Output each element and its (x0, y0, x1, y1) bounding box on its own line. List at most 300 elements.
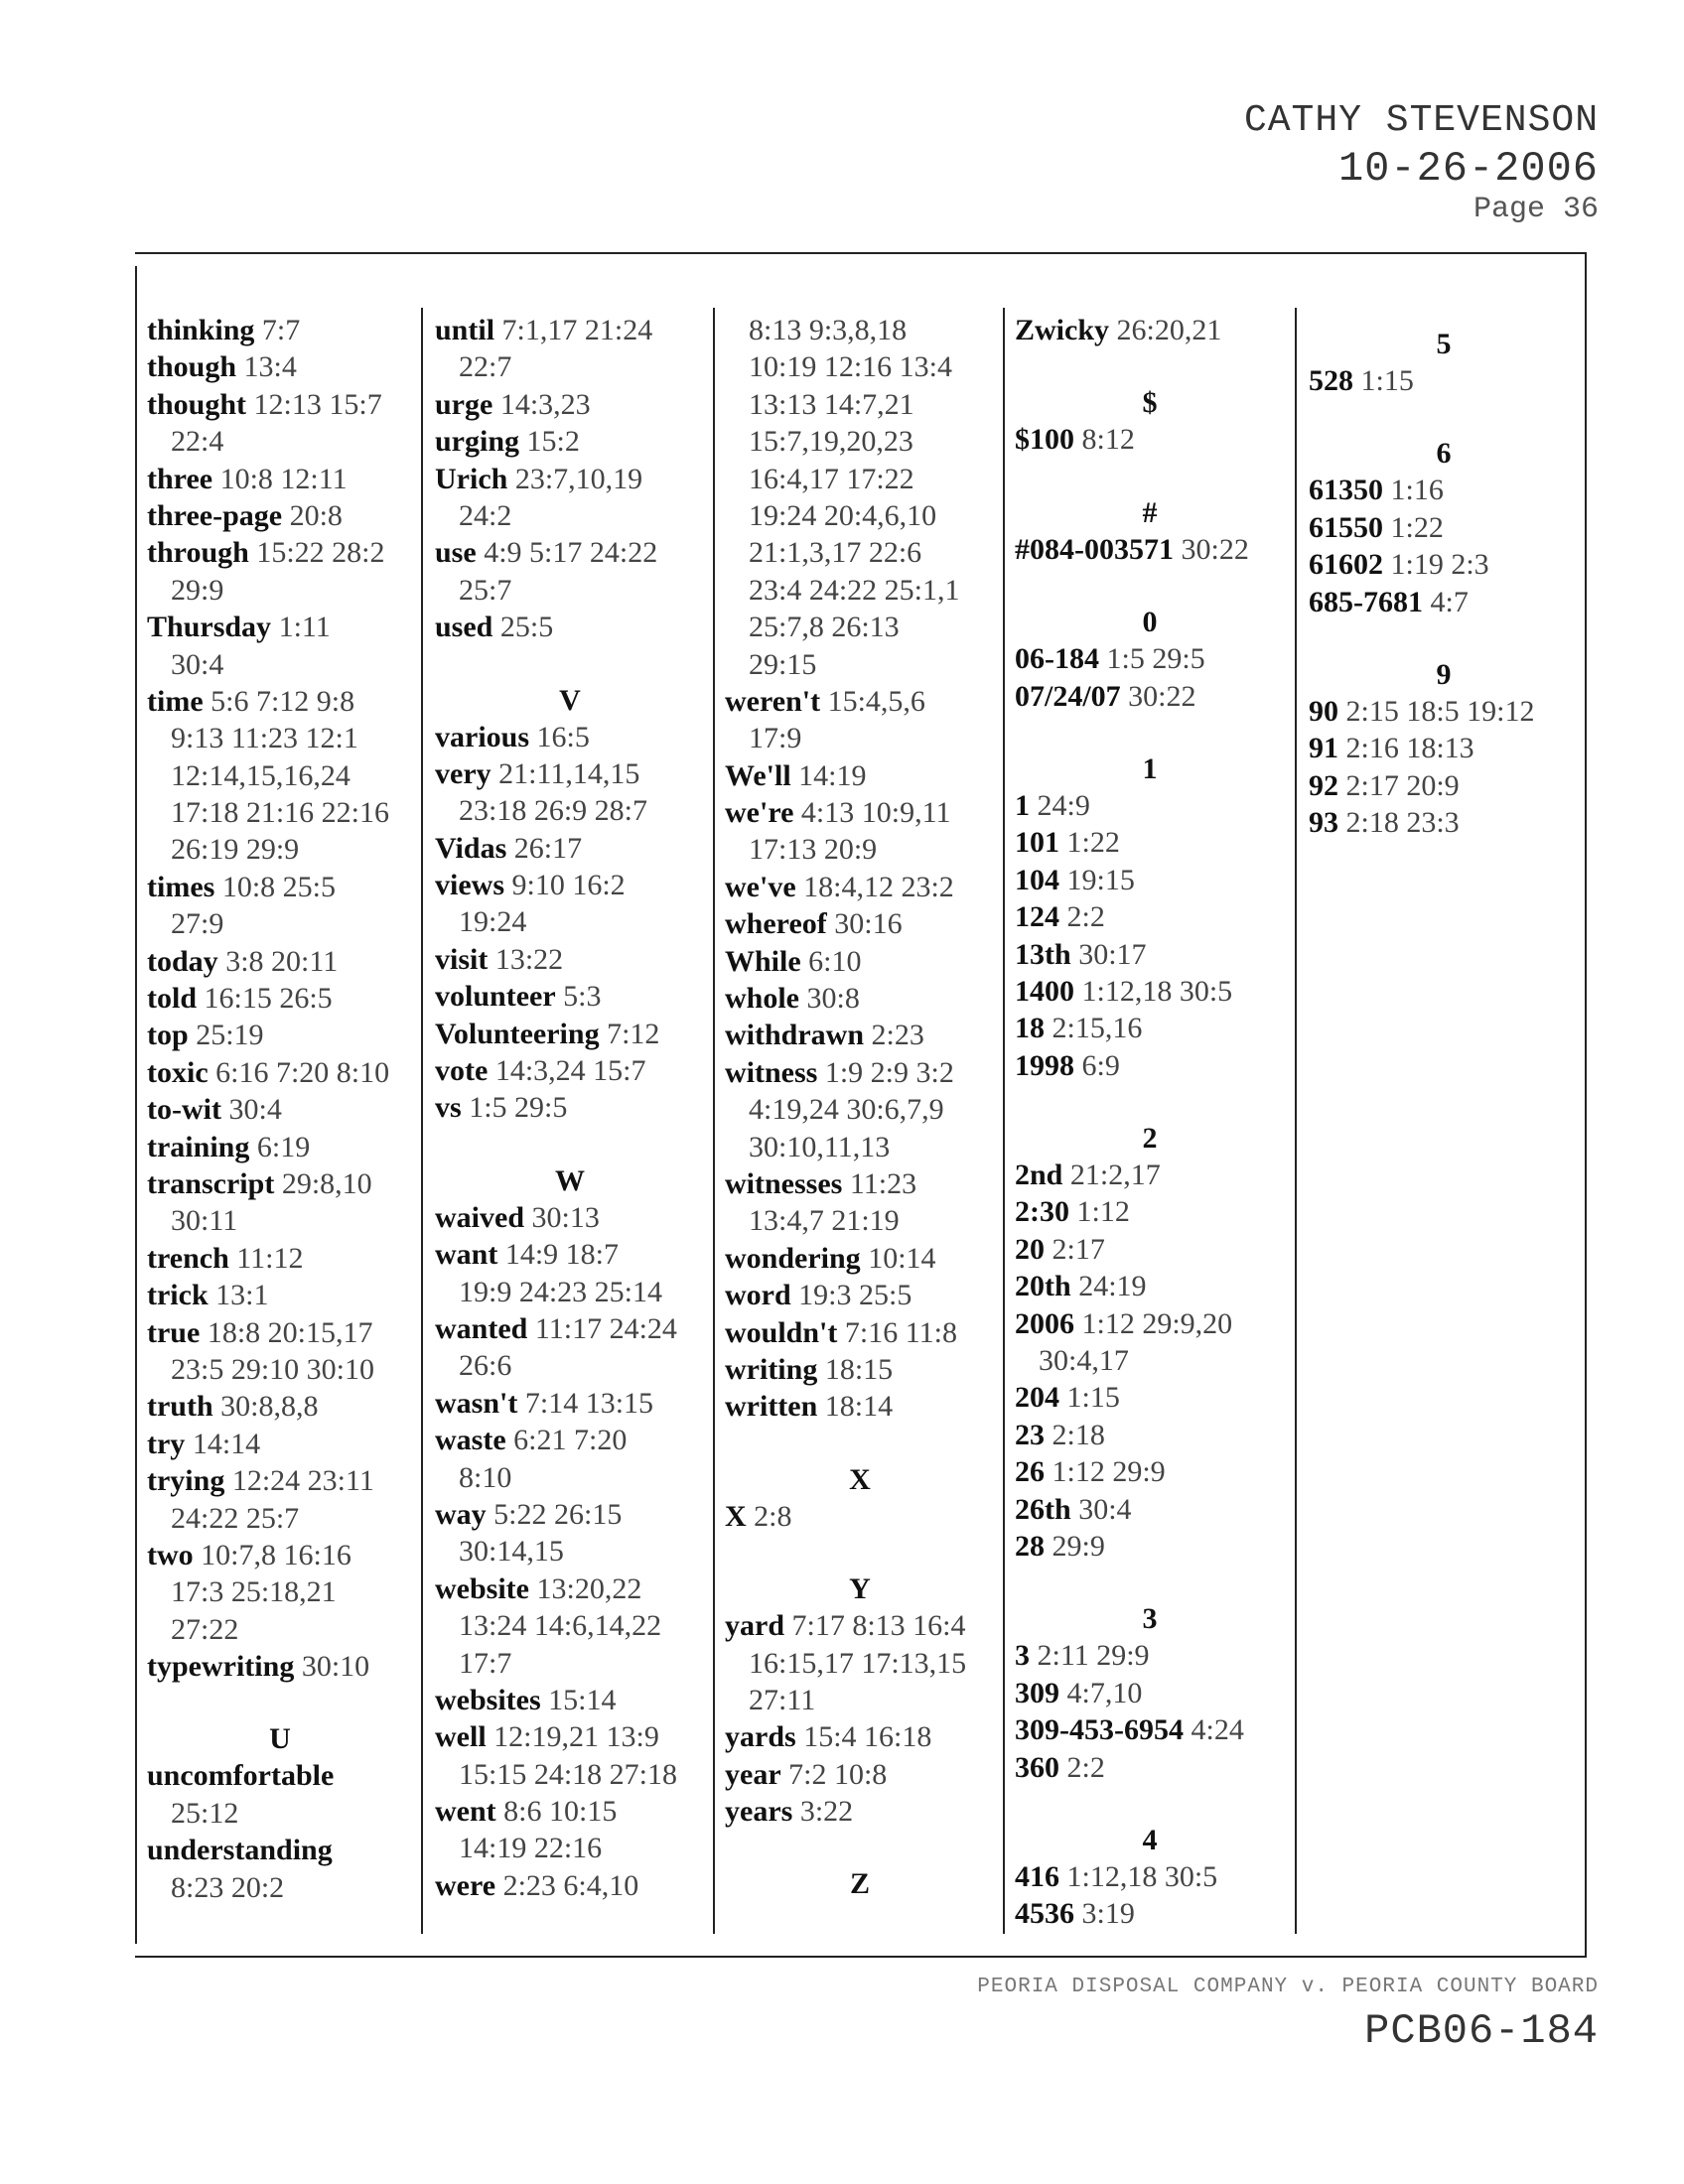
index-word: witnesses (725, 1166, 843, 1200)
index-entry (435, 609, 705, 645)
index-entry (1015, 1895, 1285, 1932)
page-line-references: 2:17 (1052, 1232, 1105, 1266)
index-entry (1015, 1858, 1285, 1895)
index-entry (147, 1129, 413, 1165)
index-word: trying (147, 1464, 225, 1498)
page-line-references: 13:22 (494, 942, 564, 976)
index-entry (147, 348, 413, 385)
page-line-references: 25:19 (196, 1019, 264, 1052)
index-word: yards (725, 1720, 796, 1754)
index-word: 360 (1015, 1750, 1059, 1784)
reference-continuation: 30:11 (171, 1204, 238, 1238)
index-word: use (435, 536, 477, 570)
reference-continuation: 19:9 24:23 25:14 (459, 1275, 663, 1308)
index-word: 101 (1015, 826, 1059, 860)
index-entry (1015, 787, 1285, 824)
index-word: Zwicky (1015, 314, 1110, 346)
page-line-references: 8:6 10:15 (503, 1795, 618, 1829)
index-entry (1015, 421, 1285, 458)
column-divider (1003, 308, 1005, 1934)
column-divider (421, 308, 423, 1934)
index-word: 416 (1015, 1859, 1059, 1893)
reference-continuation: 25:7 (459, 573, 512, 607)
index-word: 3 (1015, 1639, 1030, 1673)
index-word: told (147, 982, 198, 1016)
index-word: we've (725, 870, 796, 903)
page-line-references: 1:12,18 30:5 (1066, 1859, 1218, 1893)
reference-continuation: 17:18 21:16 22:16 (171, 796, 390, 830)
index-entry (435, 1310, 705, 1347)
index-word: understanding (147, 1834, 333, 1867)
page-line-references: 19:3 25:5 (798, 1279, 912, 1312)
reference-continuation: 22:4 (171, 425, 224, 459)
section-letter: 5 (1436, 328, 1452, 360)
page-line-references: 2:23 (871, 1019, 924, 1052)
index-entry (1309, 804, 1579, 841)
index-entry (147, 497, 413, 534)
page-line-references: 15:22 28:2 (256, 536, 385, 570)
index-entry (1015, 1305, 1285, 1342)
section-letter: 1 (1142, 751, 1158, 785)
index-word: $100 (1015, 423, 1074, 457)
index-entry (147, 1388, 413, 1425)
index-word: 23 (1015, 1418, 1045, 1451)
page-line-references: 30:22 (1181, 532, 1249, 566)
page-line-references: 12:24 23:11 (231, 1464, 374, 1498)
index-word: thought (147, 387, 247, 421)
page-line-references: 6:16 7:20 8:10 (215, 1055, 390, 1089)
section-letter: U (269, 1722, 291, 1756)
index-word: 685-7681 (1309, 585, 1423, 618)
index-entry (435, 755, 705, 792)
page-line-references: 14:14 (192, 1427, 261, 1460)
page-line-references: 15:4,5,6 (827, 684, 925, 718)
index-word: writing (725, 1352, 818, 1386)
reference-continuation: 14:19 22:16 (459, 1832, 603, 1865)
index-entry (725, 943, 995, 980)
reference-continuation: 25:7,8 26:13 (749, 611, 900, 644)
reference-continuation: 16:4,17 17:22 (749, 462, 914, 495)
page-line-references: 14:3,23 (499, 387, 591, 421)
page-line-references: 29:8,10 (281, 1166, 372, 1200)
index-entry (1015, 1010, 1285, 1046)
index-word: 2:30 (1015, 1195, 1069, 1229)
page-line-references: 1:22 (1066, 826, 1120, 860)
index-word: 61602 (1309, 548, 1383, 582)
index-entry (1309, 693, 1579, 730)
page-line-references: 10:8 12:11 (219, 462, 348, 495)
reference-continuation: 10:19 12:16 13:4 (749, 350, 953, 384)
index-column-5 (1309, 312, 1579, 1920)
spacer (1015, 1084, 1285, 1106)
index-entry (725, 683, 995, 720)
reference-continuation: 13:4,7 21:19 (749, 1204, 900, 1238)
index-entry (435, 1385, 705, 1422)
page-line-references: 30:4 (228, 1093, 282, 1127)
index-word: vote (435, 1054, 489, 1088)
index-word: 204 (1015, 1381, 1059, 1415)
index-word: until (435, 314, 495, 346)
index-entry (1015, 312, 1285, 348)
index-word: Volunteering (435, 1017, 600, 1050)
reference-continuation: 15:7,19,20,23 (749, 425, 913, 459)
page-line-references: 1:12 29:9 (1052, 1455, 1166, 1489)
page-line-references: 19:15 (1066, 863, 1135, 896)
spacer (725, 1830, 995, 1851)
index-word: to-wit (147, 1093, 221, 1127)
reference-continuation: 27:22 (171, 1612, 239, 1646)
index-entry (147, 1165, 413, 1202)
page-line-references: 8:12 (1081, 423, 1135, 457)
index-entry (435, 830, 705, 867)
index-entry (1015, 1491, 1285, 1528)
index-entry (1015, 1528, 1285, 1565)
index-word: two (147, 1538, 194, 1571)
index-word: went (435, 1795, 496, 1829)
page-line-references: 2:15,16 (1052, 1012, 1143, 1045)
page-line-references: 11:17 24:24 (534, 1311, 677, 1345)
index-word: we're (725, 796, 794, 830)
index-word: withdrawn (725, 1019, 865, 1052)
page-line-references: 25:5 (499, 611, 554, 644)
page-line-references: 14:3,24 15:7 (494, 1054, 646, 1088)
reference-continuation: 23:18 26:9 28:7 (459, 794, 648, 828)
section-letter: # (1142, 495, 1158, 529)
page-line-references: 2:8 (754, 1499, 792, 1533)
index-entry (1015, 1417, 1285, 1453)
section-letter: Y (849, 1572, 871, 1606)
reference-continuation: 13:24 14:6,14,22 (459, 1609, 662, 1643)
index-word: various (435, 720, 530, 753)
index-word: time (147, 684, 204, 718)
index-word: 1998 (1015, 1048, 1074, 1082)
reference-continuation: 8:10 (459, 1460, 512, 1494)
reference-continuation: 30:4,17 (1039, 1344, 1129, 1378)
page-line-references: 12:13 15:7 (253, 387, 382, 421)
index-word: three-page (147, 498, 283, 532)
page-line-references: 6:10 (808, 944, 862, 978)
page-line-references: 5:3 (563, 980, 602, 1014)
index-word: wanted (435, 1311, 528, 1345)
index-entry (435, 312, 705, 348)
index-entry (435, 1089, 705, 1126)
section-letter: 4 (1142, 1823, 1158, 1856)
page-line-references: 1:15 (1066, 1381, 1120, 1415)
index-entry (725, 905, 995, 942)
reference-continuation: 22:7 (459, 350, 512, 384)
page-line-references: 24:19 (1078, 1270, 1147, 1303)
page-line-references: 2:2 (1066, 1750, 1105, 1784)
index-entry (435, 978, 705, 1015)
index-word: #084-003571 (1015, 532, 1174, 566)
index-word: 61550 (1309, 510, 1383, 544)
index-entry (725, 980, 995, 1017)
section-letter: Z (849, 1867, 870, 1901)
deponent-name: CATHY STEVENSON (1243, 99, 1599, 142)
index-word: websites (435, 1683, 541, 1716)
index-entry (435, 719, 705, 755)
index-word: well (435, 1720, 487, 1754)
page-line-references: 3:22 (799, 1795, 854, 1829)
section-letter: $ (1142, 386, 1158, 420)
index-word: 06-184 (1015, 642, 1099, 676)
index-entry (147, 1240, 413, 1277)
page-line-references: 1:5 29:5 (1106, 642, 1205, 676)
section-letter: W (555, 1163, 585, 1197)
index-entry (1309, 546, 1579, 583)
page-line-references: 4:9 5:17 24:22 (484, 536, 658, 570)
page-line-references: 1:19 2:3 (1390, 548, 1489, 582)
page-line-references: 4:13 10:9,11 (800, 796, 951, 830)
index-entry (1015, 1231, 1285, 1268)
index-word: 124 (1015, 900, 1059, 934)
page-line-references: 1:9 2:9 3:2 (824, 1055, 954, 1089)
index-word: 26th (1015, 1492, 1071, 1526)
page-line-references: 11:12 (236, 1241, 304, 1275)
index-word: today (147, 944, 218, 978)
page-line-references: 12:19,21 13:9 (493, 1720, 659, 1754)
section-letter: V (559, 683, 581, 717)
page-line-references: 18:4,12 23:2 (803, 870, 954, 903)
index-entry (1309, 767, 1579, 804)
page-line-references: 2:23 6:4,10 (502, 1868, 639, 1902)
index-entry (147, 1832, 413, 1868)
index-entry (435, 1016, 705, 1052)
index-word: 309 (1015, 1676, 1059, 1709)
index-entry (435, 1496, 705, 1533)
index-entry (1309, 584, 1579, 620)
reference-continuation: 30:14,15 (459, 1535, 564, 1569)
index-entry (147, 1648, 413, 1685)
index-entry (147, 312, 413, 348)
index-word: want (435, 1238, 498, 1272)
page-line-references: 15:2 (526, 425, 580, 459)
reference-continuation: 27:9 (171, 907, 224, 941)
section-letter: 2 (1142, 1122, 1158, 1156)
page-line-references: 30:8,8,8 (220, 1390, 319, 1424)
index-word: times (147, 870, 215, 903)
page-line-references: 5:6 7:12 9:8 (210, 684, 355, 718)
index-entry (1309, 730, 1579, 766)
page-line-references: 15:14 (548, 1683, 617, 1716)
index-column-2 (435, 312, 705, 1920)
reference-continuation: 19:24 20:4,6,10 (749, 498, 937, 532)
page-line-references: 30:8 (806, 982, 860, 1016)
index-word: trench (147, 1241, 229, 1275)
index-word: 4536 (1015, 1897, 1074, 1931)
index-entry (147, 461, 413, 497)
index-word: 309-453-6954 (1015, 1713, 1184, 1747)
index-word: vs (435, 1091, 462, 1125)
index-word: top (147, 1019, 189, 1052)
spacer (1309, 399, 1579, 421)
index-word: 91 (1309, 732, 1338, 765)
spacer (1015, 348, 1285, 370)
index-entry (147, 1462, 413, 1499)
spacer (435, 1127, 705, 1149)
index-entry (725, 1793, 995, 1830)
index-word: trick (147, 1279, 209, 1312)
index-word: written (725, 1390, 818, 1424)
index-word: We'll (725, 758, 791, 792)
page-line-references: 30:16 (834, 907, 903, 941)
index-word: though (147, 350, 237, 384)
index-word: 18 (1015, 1012, 1045, 1045)
case-number: PCB06-184 (1364, 2007, 1599, 2055)
page-line-references: 10:7,8 16:16 (201, 1538, 351, 1571)
index-word: whereof (725, 907, 827, 941)
index-entry (1015, 678, 1285, 715)
index-word: wouldn't (725, 1315, 838, 1349)
index-word: 1400 (1015, 974, 1074, 1008)
index-word: typewriting (147, 1650, 295, 1684)
page-line-references: 2:18 23:3 (1345, 806, 1460, 840)
index-entry (435, 423, 705, 460)
index-entry (147, 869, 413, 905)
index-word: 104 (1015, 863, 1059, 896)
page-line-references: 1:5 29:5 (469, 1091, 568, 1125)
index-word: urging (435, 425, 520, 459)
page-line-references: 30:22 (1128, 679, 1196, 713)
page-line-references: 16:5 (536, 720, 590, 753)
page-line-references: 1:11 (278, 611, 331, 644)
index-word: true (147, 1315, 201, 1349)
reference-continuation: 8:23 20:2 (171, 1870, 285, 1904)
index-entry (1015, 1453, 1285, 1490)
reference-continuation: 9:13 11:23 12:1 (171, 722, 358, 755)
page-line-references: 7:16 11:8 (844, 1315, 957, 1349)
index-column-3 (725, 312, 995, 1920)
reference-continuation: 17:3 25:18,21 (171, 1575, 337, 1609)
reference-continuation: 15:15 24:18 27:18 (459, 1757, 678, 1791)
page-line-references: 15:4 16:18 (803, 1720, 932, 1754)
page-line-references: 2:17 20:9 (1345, 768, 1460, 802)
index-word: 528 (1309, 364, 1353, 397)
page-line-references: 18:14 (824, 1390, 894, 1424)
page-line-references: 1:15 (1360, 364, 1414, 397)
index-word: try (147, 1427, 186, 1460)
index-entry (1015, 936, 1285, 973)
index-word: 93 (1309, 806, 1338, 840)
index-entry (435, 1867, 705, 1904)
page-line-references: 13:1 (215, 1279, 269, 1312)
reference-continuation: 23:4 24:22 25:1,1 (749, 573, 960, 607)
index-entry (725, 794, 995, 831)
spacer (1015, 459, 1285, 480)
reference-continuation: 25:12 (171, 1796, 239, 1830)
reference-continuation: 19:24 (459, 905, 527, 939)
index-entry (435, 1570, 705, 1607)
index-word: through (147, 536, 249, 570)
page-line-references: 7:7 (261, 314, 301, 346)
section-letter: 3 (1142, 1602, 1158, 1636)
reference-continuation: 4:19,24 30:6,7,9 (749, 1093, 944, 1127)
index-entry (725, 1054, 995, 1091)
index-word: Thursday (147, 611, 272, 644)
index-word: used (435, 611, 493, 644)
reference-continuation: 30:10,11,13 (749, 1130, 891, 1163)
index-entry (1015, 973, 1285, 1010)
index-word: X (725, 1499, 747, 1533)
index-word: website (435, 1571, 529, 1605)
page-line-references: 2:18 (1052, 1418, 1105, 1451)
index-entry (435, 534, 705, 571)
index-entry (1015, 640, 1285, 677)
index-word: whole (725, 982, 799, 1016)
index-entry (725, 1756, 995, 1793)
index-column-1 (147, 312, 413, 1920)
page-line-references: 7:2 10:8 (788, 1757, 888, 1791)
index-entry (1015, 862, 1285, 898)
index-entry (435, 941, 705, 978)
spacer (1309, 620, 1579, 642)
index-word: 92 (1309, 768, 1338, 802)
index-word: 13th (1015, 937, 1071, 971)
index-word: visit (435, 942, 489, 976)
index-entry (1015, 1711, 1285, 1748)
reference-continuation: 24:22 25:7 (171, 1501, 300, 1535)
index-entry (435, 1793, 705, 1830)
spacer (435, 646, 705, 668)
index-entry (147, 1426, 413, 1462)
index-word: 2nd (1015, 1159, 1063, 1192)
index-word: truth (147, 1390, 213, 1424)
index-entry (1309, 472, 1579, 508)
index-entry (1309, 362, 1579, 399)
index-entry (1015, 531, 1285, 568)
index-entry (147, 386, 413, 423)
spacer (725, 1535, 995, 1557)
index-entry (725, 1607, 995, 1644)
page-line-references: 6:21 7:20 (513, 1424, 628, 1457)
section-letter: 0 (1142, 606, 1158, 639)
index-entry (435, 461, 705, 497)
index-entry (725, 1498, 995, 1535)
index-entry (725, 869, 995, 905)
index-word: 2006 (1015, 1306, 1074, 1340)
index-word: wondering (725, 1241, 861, 1275)
index-entry (1015, 1193, 1285, 1230)
reference-continuation: 17:9 (749, 722, 802, 755)
index-entry (1015, 1637, 1285, 1674)
index-word: 90 (1309, 694, 1338, 728)
page-line-references: 10:8 25:5 (221, 870, 336, 903)
section-letter: 6 (1436, 437, 1452, 471)
page-line-references: 7:17 8:13 16:4 (791, 1609, 966, 1643)
page-line-references: 6:19 (256, 1130, 311, 1163)
index-entry (435, 1422, 705, 1458)
page-line-references: 14:19 (798, 758, 867, 792)
page-line-references: 1:22 (1390, 510, 1444, 544)
index-entry (147, 1017, 413, 1053)
page-line-references: 13:20,22 (536, 1571, 642, 1605)
index-entry (725, 1240, 995, 1277)
page-line-references: 3:19 (1081, 1897, 1135, 1931)
index-entry (725, 757, 995, 794)
index-word: Urich (435, 462, 508, 495)
reference-continuation: 29:15 (749, 647, 817, 681)
page-line-references: 24:9 (1037, 788, 1090, 822)
index-entry (147, 1277, 413, 1313)
index-entry (147, 1537, 413, 1573)
index-entry (147, 683, 413, 720)
index-entry (1015, 1379, 1285, 1416)
index-entry (725, 1165, 995, 1202)
page-line-references: 30:10 (301, 1650, 370, 1684)
section-letter: X (849, 1462, 871, 1496)
index-word: years (725, 1795, 793, 1829)
index-entry (725, 1277, 995, 1313)
